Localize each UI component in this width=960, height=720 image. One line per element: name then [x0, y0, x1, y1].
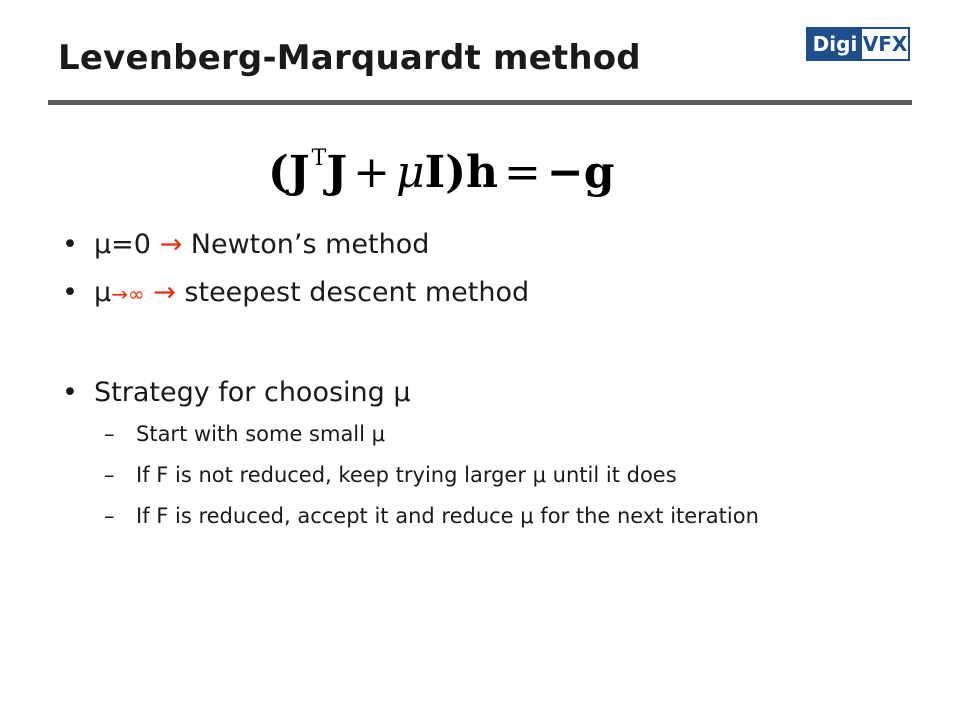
bullet-strategy-text: Strategy for choosing μ: [94, 377, 411, 408]
logo-part-vfx: VFX: [862, 32, 908, 56]
title-divider: [48, 100, 912, 105]
right-arrow-icon: →: [144, 277, 176, 308]
right-arrow-icon: →: [159, 229, 183, 260]
formula-transpose: T: [311, 146, 327, 171]
lm-equation: [268, 146, 615, 198]
bullet-newton-pre: μ=0: [94, 229, 160, 260]
formula-j: J: [326, 147, 348, 198]
digivfx-logo: [806, 27, 910, 61]
spacer: [60, 324, 920, 376]
sub-bullet-not-reduced: – If F is not reduced, keep trying larger μ until it does: [60, 461, 920, 489]
sub-bullet-start: – Start with some small μ: [60, 420, 920, 448]
bullet-list: [60, 228, 920, 530]
sub-bullet-reduced: – If F is reduced, accept it and reduce μ for the next iteration: [60, 502, 920, 530]
formula-plus: +: [353, 147, 391, 198]
bullet-newton: [60, 228, 920, 276]
formula-equals: =: [504, 147, 541, 198]
bullet-strategy: [60, 376, 920, 410]
bullet-newton-post: Newton’s method: [182, 229, 430, 260]
formula-mu: μ: [396, 147, 425, 198]
formula-close: I)h: [424, 147, 499, 198]
formula-rhs: −g: [546, 147, 615, 198]
bullet-steepest-post: steepest descent method: [175, 277, 530, 308]
bullet-steepest: [60, 276, 920, 324]
logo-part-digi: Digi: [808, 29, 862, 59]
arrow-infinity-icon: →∞: [111, 282, 145, 306]
formula-open: (J: [268, 147, 310, 198]
bullet-steepest-pre: μ: [94, 277, 112, 308]
slide-title: Levenberg-Marquardt method: [58, 38, 641, 78]
